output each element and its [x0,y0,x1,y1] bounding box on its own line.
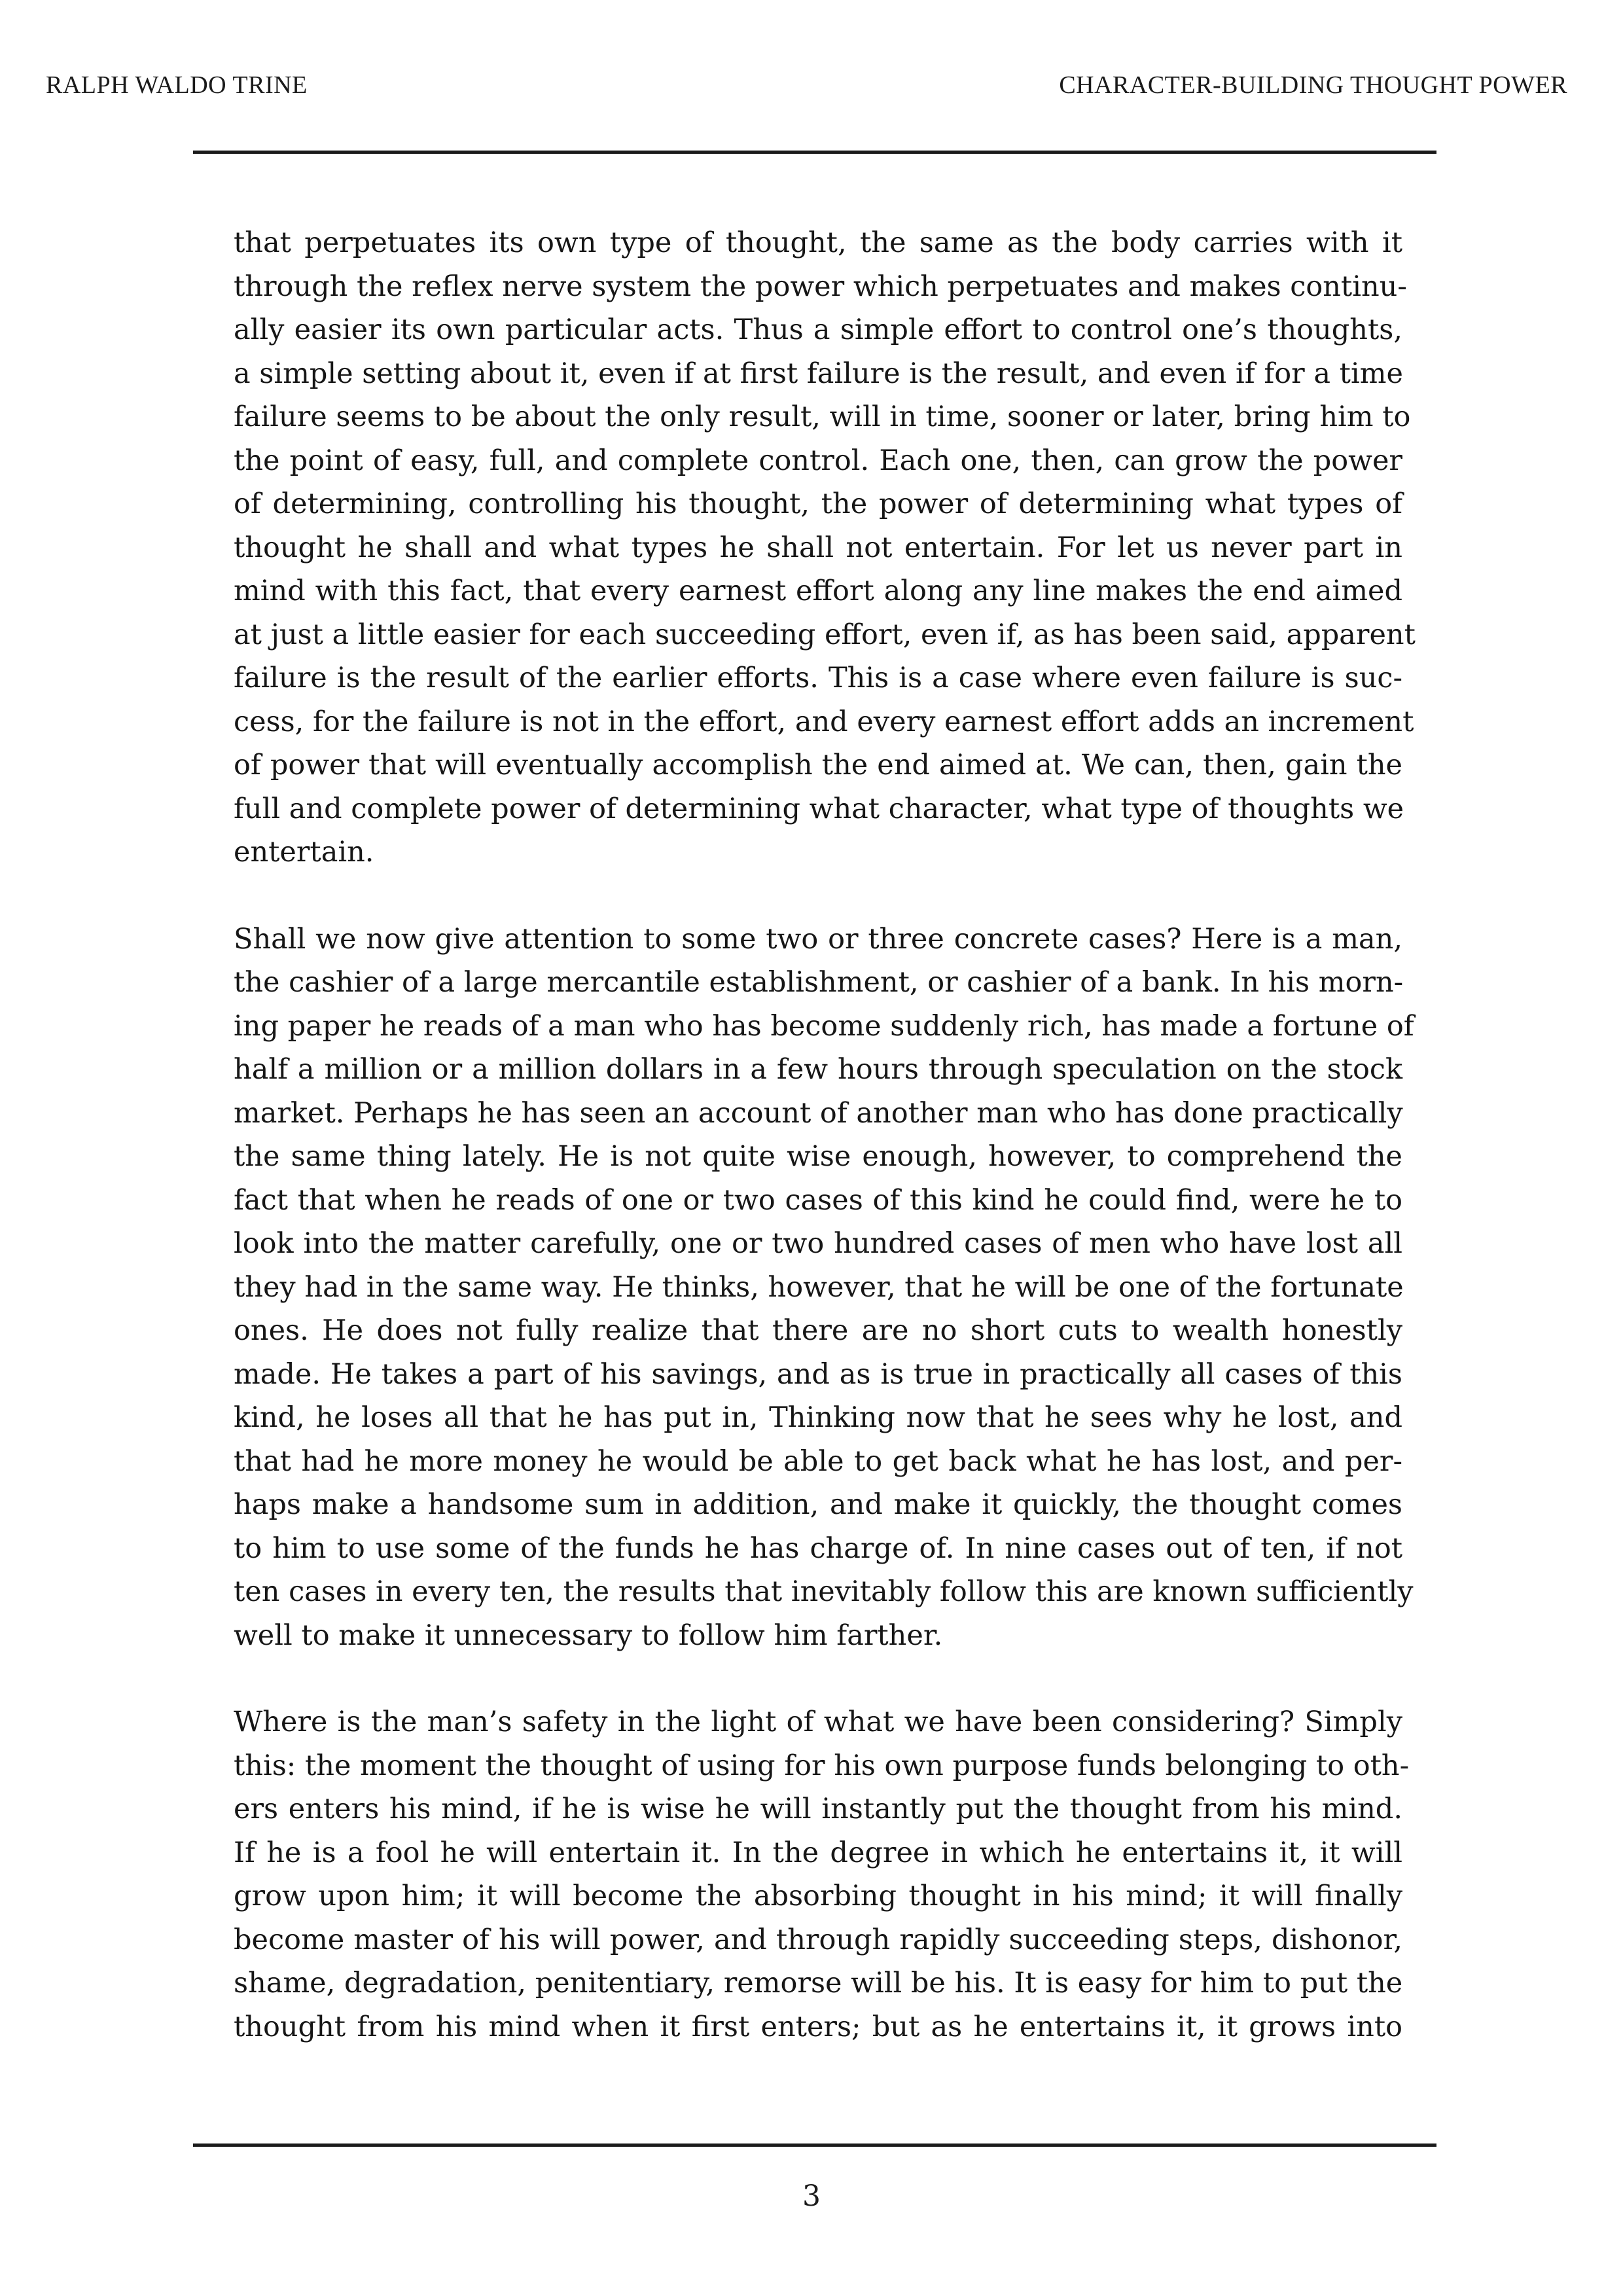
text-line: ones. He does not fully realize that there are no short cuts to wealth honestly [234,1314,1402,1347]
page-number: 3 [802,2179,821,2213]
text-line: to him to use some of the funds he has charge of. In nine cases out of ten, if not [234,1532,1402,1565]
text-line: a simple setting about it, even if at first failure is the result, and even if for a time [234,357,1403,390]
text-line: shame, degradation, penitentiary, remorse will be his. It is easy for him to put the [234,1967,1403,2000]
text-line: of power that will eventually accomplish the end aimed at. We can, then, gain the [234,749,1402,781]
text-line: that perpetuates its own type of thought, the same as the body carries with it [234,226,1402,259]
text-line: haps make a handsome sum in addition, and make it quickly, the thought comes [234,1488,1402,1521]
running-head-title: CHARACTER-BUILDING THOUGHT POWER [1059,71,1567,99]
text-line: the same thing lately. He is not quite wise enough, however, to comprehend the [234,1140,1402,1173]
text-line: market. Perhaps he has seen an account of another man who has done practically [234,1096,1403,1130]
text-line: the point of easy, full, and complete control. Each one, then, can grow the power [234,444,1402,477]
text-line: kind, he loses all that he has put in, Thinking now that he sees why he lost, and [234,1401,1402,1434]
footer-rule [193,2144,1436,2147]
text-line: entertain. [234,836,374,869]
text-line: ally easier its own particular acts. Thus a simple effort to control one’s thoughts, [234,314,1402,346]
text-line: half a million or a million dollars in a few hours through speculation on the stock [234,1053,1402,1086]
text-line: fact that when he reads of one or two cases of this kind he could find, were he to [234,1183,1402,1217]
text-line: the cashier of a large mercantile establishment, or cashier of a bank. In his morn- [234,966,1404,999]
text-line: thought he shall and what types he shall not entertain. For let us never part in [234,531,1402,564]
text-line: well to make it unnecessary to follow him farther. [234,1619,943,1652]
header-rule [193,151,1436,154]
text-line: through the reflex nerve system the power which perpetuates and makes continu- [234,270,1407,303]
text-line: Shall we now give attention to some two or three concrete cases? Here is a man, [234,922,1402,956]
text-line: full and complete power of determining what character, what type of thoughts we [234,792,1404,825]
text-line: they had in the same way. He thinks, however, that he will be one of the fortunate [234,1270,1404,1304]
text-line: failure seems to be about the only result, will in time, sooner or later, bring him to [234,401,1411,433]
paragraph [234,918,1414,1658]
text-line: ers enters his mind, if he is wise he will instantly put the thought from his mind. [234,1793,1402,1825]
text-line: ten cases in every ten, the results that inevitably follow this are known sufficiently [234,1575,1414,1608]
text-line: this: the moment the thought of using for his own purpose funds belonging to oth- [234,1749,1410,1782]
text-line: of determining, controlling his thought, the power of determining what types of [234,488,1402,520]
text-line: become master of his will power, and through rapidly succeeding steps, dishonor, [234,1923,1402,1956]
text-line: at just a little easier for each succeeding effort, even if, as has been said, apparent [234,618,1416,651]
text-line: grow upon him; it will become the absorbing thought in his mind; it will finally [234,1880,1402,1912]
text-line: ing paper he reads of a man who has become suddenly rich, has made a fortune of [234,1009,1414,1043]
text-line: cess, for the failure is not in the effort, and every earnest effort adds an increment [234,705,1414,738]
running-head-author: RALPH WALDO TRINE [46,71,308,99]
text-line: that had he more money he would be able to get back what he has lost, and per- [234,1444,1402,1478]
text-line: If he is a fool he will entertain it. In the degree in which he entertains it, it will [234,1836,1402,1869]
text-line: mind with this fact, that every earnest effort along any line makes the end aimed [234,575,1402,607]
text-line: thought from his mind when it first enters; but as he entertains it, it grows into [234,2010,1402,2043]
text-line: made. He takes a part of his savings, and as is true in practically all cases of this [234,1357,1402,1391]
paragraph [234,1700,1410,2049]
text-line: look into the matter carefully, one or two hundred cases of men who have lost all [234,1227,1402,1260]
text-line: failure is the result of the earlier efforts. This is a case where even failure is suc- [234,662,1402,694]
body-text [234,221,1416,2092]
paragraph [234,221,1416,874]
text-line: Where is the man’s safety in the light of what we have been considering? Simply [234,1706,1402,1738]
